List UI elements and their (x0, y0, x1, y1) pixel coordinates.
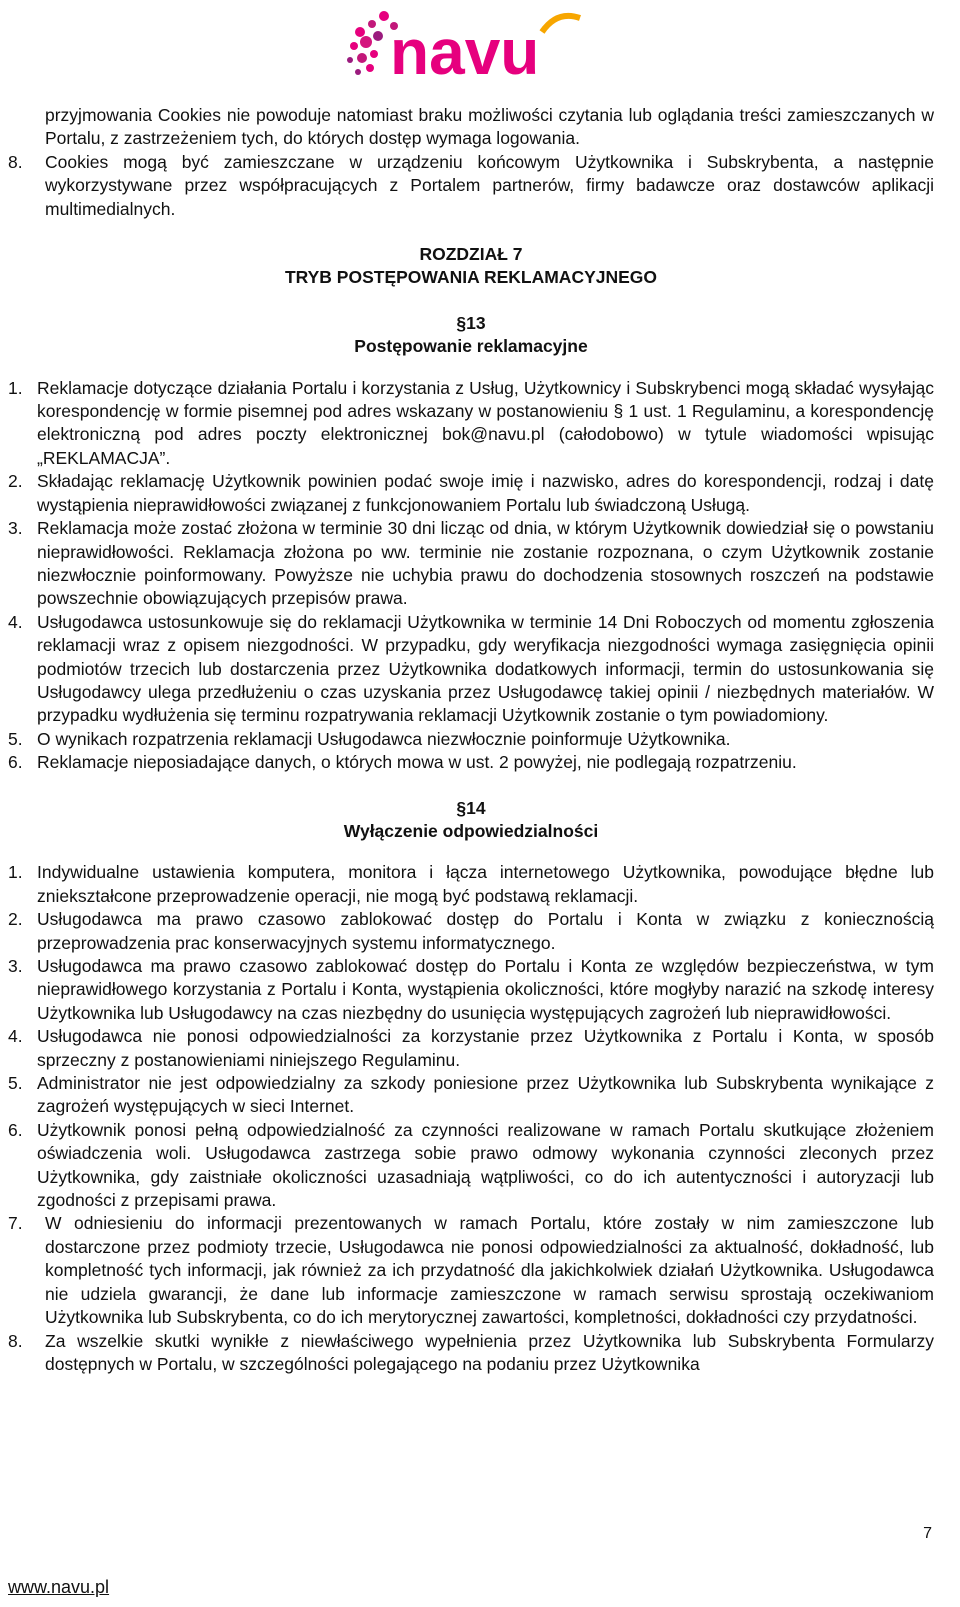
list-text: Usługodawca nie ponosi odpowiedzialności za korzystanie przez Użytkownika z Portalu i Konta, w sposób sprzeczny z postanowieniami niniejszego Regulaminu. (37, 1026, 934, 1070)
logo-swoosh (542, 16, 580, 32)
list-item (8, 1072, 934, 1119)
list-number: 3. (8, 518, 23, 539)
footer-url-link[interactable]: www.navu.pl (8, 1577, 110, 1597)
list-item (8, 861, 934, 908)
section-title: Postępowanie reklamacyjne (354, 336, 588, 357)
list-text: Składając reklamację Użytkownik powinien podać swoje imię i nazwisko, adres do korespondencji, rodzaj i datę wystąpienia nieprawidłowości związanej z funkcjonowaniem Portalu lub świadczoną Usługą. (37, 471, 934, 515)
list-text: Usługodawca ma prawo czasowo zablokować dostęp do Portalu i Konta ze względów bezpieczeństwa, w tym nieprawidłowego korzystania z Portalu i Konta, wystąpienia okoliczności, które mogłyby narazić na szkodę interesy Użytkownika lub Usługodawcy na czas niezbędny do usunięcia występujących zagrożeń lub nieprawidłowości. (37, 956, 934, 1023)
document-body (8, 104, 934, 1376)
list-item (8, 1025, 934, 1072)
list-item (8, 377, 934, 471)
list-item (8, 470, 934, 517)
list-number: 6. (8, 1119, 23, 1140)
list-text: O wynikach rozpatrzenia reklamacji Usługodawca niezwłocznie poinformuje Użytkownika. (37, 728, 731, 749)
list-number: 5. (8, 1073, 23, 1094)
list-number: 1. (8, 377, 23, 398)
list-number: 6. (8, 752, 23, 773)
list-number: 3. (8, 956, 23, 976)
list-text: Za wszelkie skutki wynikłe z niewłaściwego wypełnienia przez Użytkownika lub Subskrybenta Formularzy dostępnych w Portalu, w szczególności polegającego na podaniu przez Użytkownika (45, 1330, 934, 1374)
list-number: 8. (8, 151, 23, 172)
list-item (8, 955, 934, 1025)
section-title: Wyłączenie odpowiedzialności (343, 820, 599, 841)
list-text: Reklamacje nieposiadające danych, o których mowa w ust. 2 powyżej, nie podlegają rozpatrzeniu. (37, 752, 797, 773)
list-text: Usługodawca ustosunkowuje się do reklamacji Użytkownika w terminie 14 Dni Roboczych od momentu zgłoszenia reklamacji wraz z opisem niezgodności. W przypadku, gdy weryfikacja niezgodności wymaga zasięgnięcia opinii podmiotów trzecich lub dostarczenia przez Użytkownika dodatkowych informacji, termin do ustosunkowania się Usługodawcy ulega przedłużeniu o czas uzyskania przez Usługodawcę takiej opinii / niezbędnych materiałów. W przypadku wydłużenia się terminu rozpatrywania reklamacji Użytkownik zostanie o tym powiadomiony. (37, 611, 934, 726)
list-item (8, 1330, 934, 1377)
page-number: 7 (923, 1525, 932, 1542)
list-item (8, 751, 934, 774)
list-number: 4. (8, 611, 23, 632)
list-item (8, 517, 934, 611)
chapter-title: TRYB POSTĘPOWANIA REKLAMACYJNEGO (284, 267, 658, 288)
list-item (8, 1119, 934, 1213)
list-item (8, 908, 934, 955)
list-number: 2. (8, 909, 23, 930)
section-number: §14 (456, 797, 486, 818)
section-13-list (8, 377, 934, 775)
list-number: 1. (8, 862, 23, 883)
list-number: 2. (8, 471, 23, 492)
list-text: Usługodawca ma prawo czasowo zablokować dostęp do Portalu i Konta w związku z koniecznością przeprowadzenia prac konserwacyjnych systemu informatycznego. (37, 909, 934, 953)
chapter-label: ROZDZIAŁ 7 (419, 244, 523, 265)
list-text: Reklamacje dotyczące działania Portalu i korzystania z Usług, Użytkownicy i Subskrybenci mogą składać wysyłając korespondencję w formie pisemnej pod adres wskazany w postanowieniu § 1 ust. 1 Regulaminu, a korespondencję elektroniczną pod adres poczty elektronicznej bok@navu.pl (całodobowo) w tytule wiadomości wpisując „REKLAMACJA”. (37, 377, 934, 468)
list-item (8, 151, 934, 221)
navu-logo (342, 2, 592, 90)
section-14-list (8, 861, 934, 1376)
list-text: W odniesieniu do informacji prezentowanych w ramach Portalu, które zostały w nim zamieszczone lub dostarczone przez podmioty trzecie, Usługodawca nie ponosi odpowiedzialności za aktualność, dokładność, lub kompletność tych informacji, jak również za ich przydatność dla jakichkolwiek działań Użytkownika. Usługodawca nie udziela gwarancji, że dane lub informacje zamieszczone w ramach serwisu sprostają oczekiwaniom Użytkownika lub Subskrybenta, co do ich merytorycznej zawartości, kompletności, dokładności czy przydatności. (45, 1213, 934, 1328)
list-number: 5. (8, 728, 23, 749)
section-number: §13 (456, 312, 486, 333)
intro-continuation: przyjmowania Cookies nie powoduje natomiast braku możliwości czytania lub oglądania treści zamieszczanych w Portalu, z zastrzeżeniem tych, do których dostęp wymaga logowania. (45, 105, 934, 149)
list-number: 7. (8, 1213, 23, 1234)
list-number: 4. (8, 1026, 23, 1047)
logo-text: navu (390, 16, 540, 88)
list-text: Indywidualne ustawienia komputera, monitora i łącza internetowego Użytkownika, powodujące błędne lub zniekształcone przeprowadzenie operacji, nie mogą być podstawą reklamacji. (37, 862, 934, 906)
list-item (8, 1212, 934, 1329)
list-text: Użytkownik ponosi pełną odpowiedzialność za czynności realizowane w ramach Portalu skutkujące złożeniem oświadczenia woli. Usługodawca zastrzega sobie prawo odmowy wykonania czynności zleconych przez Użytkownika, gdy zaistniałe okoliczności uzasadniają wątpliwości, co do ich autentyczności i autoryzacji lub zgodności z przepisami prawa. (37, 1119, 934, 1211)
list-text: Administrator nie jest odpowiedzialny za szkody poniesione przez Użytkownika lub Subskrybenta wynikające z zagrożeń występujących w sieci Internet. (37, 1073, 934, 1117)
list-item (8, 728, 934, 751)
list-text: Reklamacja może zostać złożona w terminie 30 dni licząc od dnia, w którym Użytkownik dowiedział się o powstaniu nieprawidłowości. Reklamacja złożona po ww. terminie nie zostanie rozpoznana, o czym Użytkownik zostanie niezwłocznie poinformowany. Powyższe nie uchybia prawu do dochodzenia stosownych roszczeń na podstawie powszechnie obowiązujących przepisów prawa. (37, 518, 934, 609)
list-item (8, 611, 934, 728)
list-text: Cookies mogą być zamieszczane w urządzeniu końcowym Użytkownika i Subskrybenta, a następnie wykorzystywane przez współpracujących z Portalem partnerów, firmy badawcze oraz dostawców aplikacji multimedialnych. (45, 151, 934, 219)
list-number: 8. (8, 1330, 23, 1351)
